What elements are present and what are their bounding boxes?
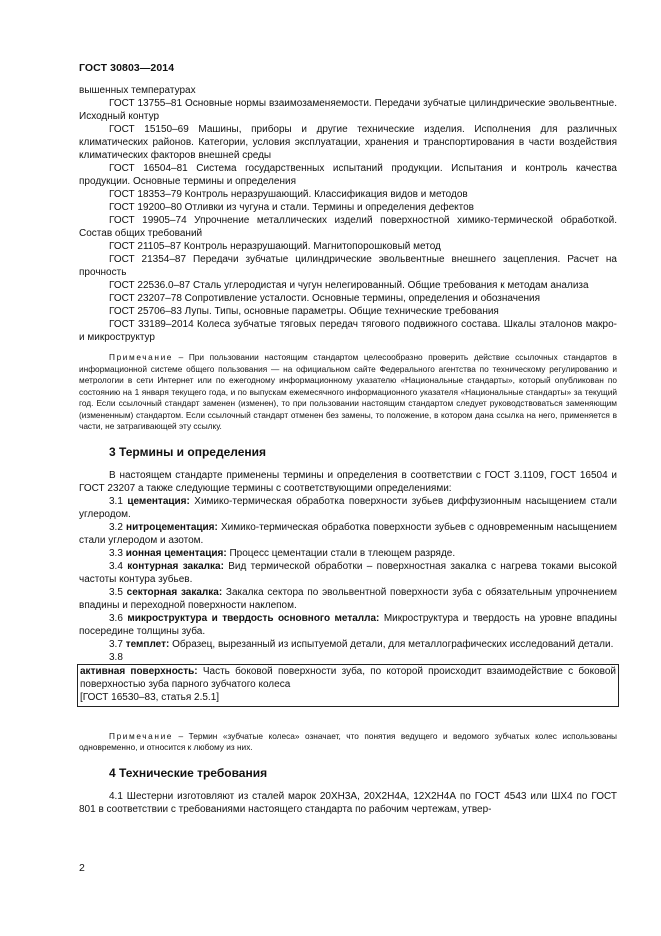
term-text: Закалка сектора по эвольвентной поверхности зуба с обязательным упрочнением впадины и переходной поверхности наклепом. [79,586,618,611]
reference-item: ГОСТ 23207–78 Сопротивление усталости. Основные термины, определения и обозначения [109,293,541,304]
term-number-boxed: 3.8 [109,651,123,663]
term-definition [79,495,617,521]
term-text: Химико-термическая обработка поверхности зубьев с одновременным насыщением стали углеродом и азотом. [79,521,618,546]
term-definition [79,521,617,547]
term-name: нитроцементация: [126,521,218,533]
reference-item: ГОСТ 21354–87 Передачи зубчатые цилиндрические эвольвентные внешнего зацепления. Расчет на прочность [79,254,617,278]
boxed-term-text [80,665,616,691]
term-text: Процесс цементации стали в тлеющем разряде. [229,547,456,559]
term-definition [79,560,617,586]
reference-item: ГОСТ 13755–81 Основные нормы взаимозаменяемости. Передачи зубчатые цилиндрические эвольвентные. Исходный контур [79,98,617,122]
term-text: Образец, вырезанный из испытуемой детали, для металлографических исследований детали. [172,638,614,650]
reference-item: ГОСТ 15150–69 Машины, приборы и другие технические изделия. Исполнения для различных климатических районов. Категории, условия эксплуатации, хранения и транспортирования в части воздействия климатических факторов внешней среды [79,124,617,161]
term-definition [79,638,617,651]
normative-references-list [79,84,617,344]
term-number: 3.2 [109,521,123,533]
term-name: контурная закалка: [127,560,224,572]
reference-item: ГОСТ 25706–83 Лупы. Типы, основные параметры. Общие технические требования [109,306,499,317]
term-number: 3.6 [109,612,123,624]
reference-item: ГОСТ 22536.0–87 Сталь углеродистая и чугун нелегированный. Общие требования к методам анализа [109,280,589,291]
note-text: – Термин «зубчатые колеса» означает, что понятия ведущего и ведомого зубчатых колес использованы одновременно, и относится к любому из них. [79,730,617,752]
section-3-intro: В настоящем стандарте применены термины и определения в соответствии с ГОСТ 3.1109, ГОСТ 16504 и ГОСТ 23207 а также следующие термины с соответствующими определениями: [79,469,617,494]
references-note [79,352,617,433]
reference-item: ГОСТ 19905–74 Упрочнение металлических изделий поверхностной химико-термической обработкой. Состав общих требований [79,215,617,239]
term-number: 3.5 [109,586,123,598]
section-4-paragraph: 4.1 Шестерни изготовляют из сталей марок 20ХН3А, 20Х2Н4А, 12Х2Н4А по ГОСТ 4543 или ШХ4 по ГОСТ 801 в соответствии с требованиями настоящего стандарта по рабочим чертежам, утвер- [79,790,617,815]
note-label: Примечание [109,352,174,362]
term-number: 3.3 [109,547,123,559]
section-4-heading: 4 Технические требования [109,765,268,780]
term-text: Микроструктура и твердость на уровне впадины посередине толщины зуба. [79,612,617,637]
term-definition [79,547,617,560]
term-definition [79,612,617,638]
term-name: активная поверхность: [80,665,198,677]
note-label: Примечание [109,730,174,741]
term-name: микроструктура и твердость основного металла: [127,612,380,624]
term-name: секторная закалка: [126,586,223,598]
term-text: Вид термической обработки – поверхностная закалка с нагрева токами высокой частоты контура зубьев. [79,560,618,585]
terms-note [79,731,617,754]
document-body [79,84,617,816]
term-name: цементация: [127,495,190,507]
term-text: Часть боковой поверхности зуба, по которой происходит взаимодействие с боковой поверхностью зуба парного зубчатого колеса [80,665,617,690]
reference-continuation: вышенных температурах [79,85,196,96]
term-number: 3.4 [109,560,123,572]
term-name: темплет: [125,638,170,650]
reference-item: ГОСТ 16504–81 Система государственных испытаний продукции. Испытания и контроль качества продукции. Основные термины и определения [79,163,617,187]
boxed-term-definition [77,664,619,707]
page-header-standard-title: ГОСТ 30803—2014 [79,62,175,74]
note-text: – При пользовании настоящим стандартом целесообразно проверить действие ссылочных стандартов в информационной системе общего пользования — на официальном сайте Федерального агентства по техническому регулированию и метрологии в сети Интернет или по ежегодному информационному указателю «Национальные стандарты», который опубликован по состоянию на 1 января текущего года, и по выпускам ежемесячного информационного указателя «Национальные стандарты» за текущий год. Если ссылочный стандарт заменен (изменен), то при пользовании настоящим стандартом следует руководствоваться заменяющим (измененным) стандартом. Если ссылочный стандарт отменен без замены, то положение, в котором дана ссылка на него, применяется в части, не затрагивающей эту ссылку. [79,352,618,431]
term-name: ионная цементация: [125,547,227,559]
term-number: 3.1 [109,495,123,507]
reference-item: ГОСТ 18353–79 Контроль неразрушающий. Классификация видов и методов [109,189,468,200]
reference-item: ГОСТ 33189–2014 Колеса зубчатые тяговых передач тягового подвижного состава. Шкалы эталонов макро- и микроструктур [79,319,617,343]
term-source: [ГОСТ 16530–83, статья 2.5.1] [80,691,220,703]
section-3-heading: 3 Термины и определения [109,444,267,459]
term-text: Химико-термическая обработка поверхности зубьев диффузионным насыщением стали углеродом. [79,495,617,520]
reference-item: ГОСТ 19200–80 Отливки из чугуна и стали. Термины и определения дефектов [109,202,474,213]
term-definition [79,586,617,612]
term-number: 3.7 [109,638,123,650]
page-number: 2 [79,862,85,874]
reference-item: ГОСТ 21105–87 Контроль неразрушающий. Магнитопорошковый метод [109,241,441,252]
